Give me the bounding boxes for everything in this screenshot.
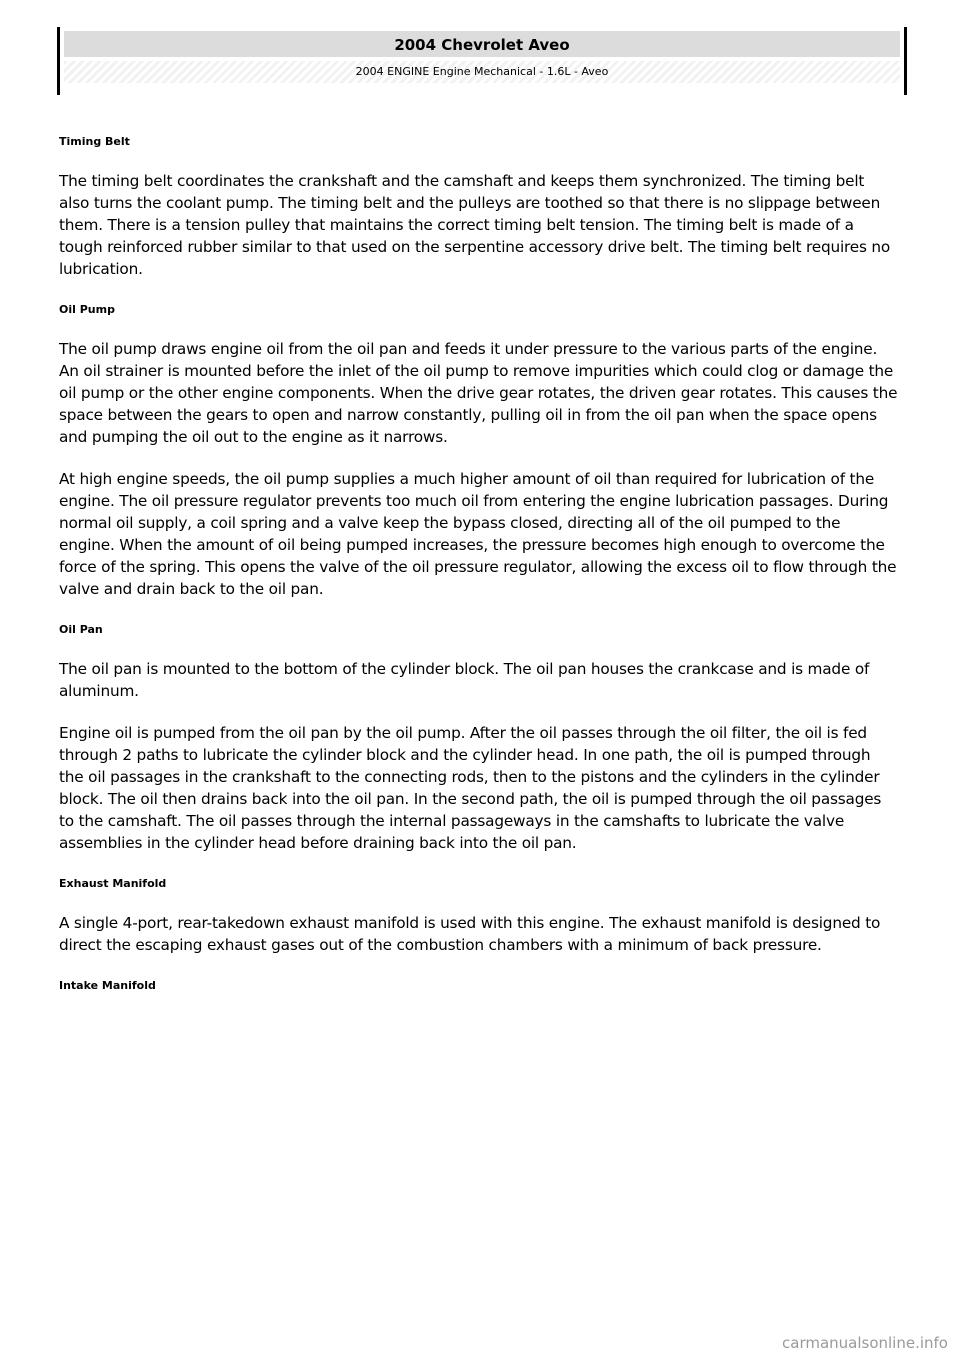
section-heading: Oil Pan (59, 623, 103, 636)
section-heading: Exhaust Manifold (59, 877, 167, 890)
section-heading: Intake Manifold (59, 979, 156, 992)
section-oil-pan (59, 620, 899, 854)
paragraph: The oil pump draws engine oil from the oil pan and feeds it under pressure to the various parts of the engine. An oil strainer is mounted before the inlet of the oil pump to remove impurities which could clog or damage the oil pump or the other engine components. When the drive gear rotates, the driven gear rotates. This causes the space between the gears to open and narrow constantly, pulling oil in from the oil pan when the space opens and pumping the oil out to the engine as it narrows. (59, 340, 898, 446)
section-timing-belt (59, 132, 899, 280)
section-intake-manifold (59, 976, 899, 996)
section-exhaust-manifold (59, 874, 899, 956)
paragraph: A single 4-port, rear-takedown exhaust manifold is used with this engine. The exhaust manifold is designed to direct the escaping exhaust gases out of the combustion chambers with a minimum of back pressure. (59, 914, 881, 954)
section-heading: Oil Pump (59, 303, 115, 316)
watermark-link[interactable]: carmanualsonline.info (782, 1334, 948, 1352)
document-body (59, 132, 899, 1014)
paragraph: Engine oil is pumped from the oil pan by the oil pump. After the oil passes through the oil filter, the oil is fed through 2 paths to lubricate the cylinder block and the cylinder head. In one path, the oil is pumped through the oil passages in the crankshaft to the connecting rods, then to the pistons and the cylinders in the cylinder block. The oil then drains back into the oil pan. In the second path, the oil is pumped through the oil passages to the camshaft. The oil passes through the internal passageways in the camshafts to lubricate the valve assemblies in the cylinder head before draining back into the oil pan. (59, 724, 882, 852)
section-heading: Timing Belt (59, 135, 130, 148)
section-oil-pump (59, 300, 899, 600)
paragraph: The oil pan is mounted to the bottom of the cylinder block. The oil pan houses the crankcase and is made of aluminum. (59, 660, 870, 700)
paragraph: The timing belt coordinates the crankshaft and the camshaft and keeps them synchronized. The timing belt also turns the coolant pump. The timing belt and the pulleys are toothed so that there is no slippage between them. There is a tension pulley that maintains the correct timing belt tension. The timing belt is made of a tough reinforced rubber similar to that used on the serpentine accessory drive belt. The timing belt requires no lubrication. (59, 172, 891, 278)
document-header (57, 27, 907, 95)
document-subtitle: 2004 ENGINE Engine Mechanical - 1.6L - Aveo (64, 61, 900, 83)
paragraph: At high engine speeds, the oil pump supplies a much higher amount of oil than required for lubrication of the engine. The oil pressure regulator prevents too much oil from entering the engine lubrication passages. During normal oil supply, a coil spring and a valve keep the bypass closed, directing all of the oil pumped to the engine. When the amount of oil being pumped increases, the pressure becomes high enough to overcome the force of the spring. This opens the valve of the oil pressure regulator, allowing the excess oil to flow through the valve and drain back to the oil pan. (59, 470, 897, 598)
document-title: 2004 Chevrolet Aveo (64, 31, 900, 57)
